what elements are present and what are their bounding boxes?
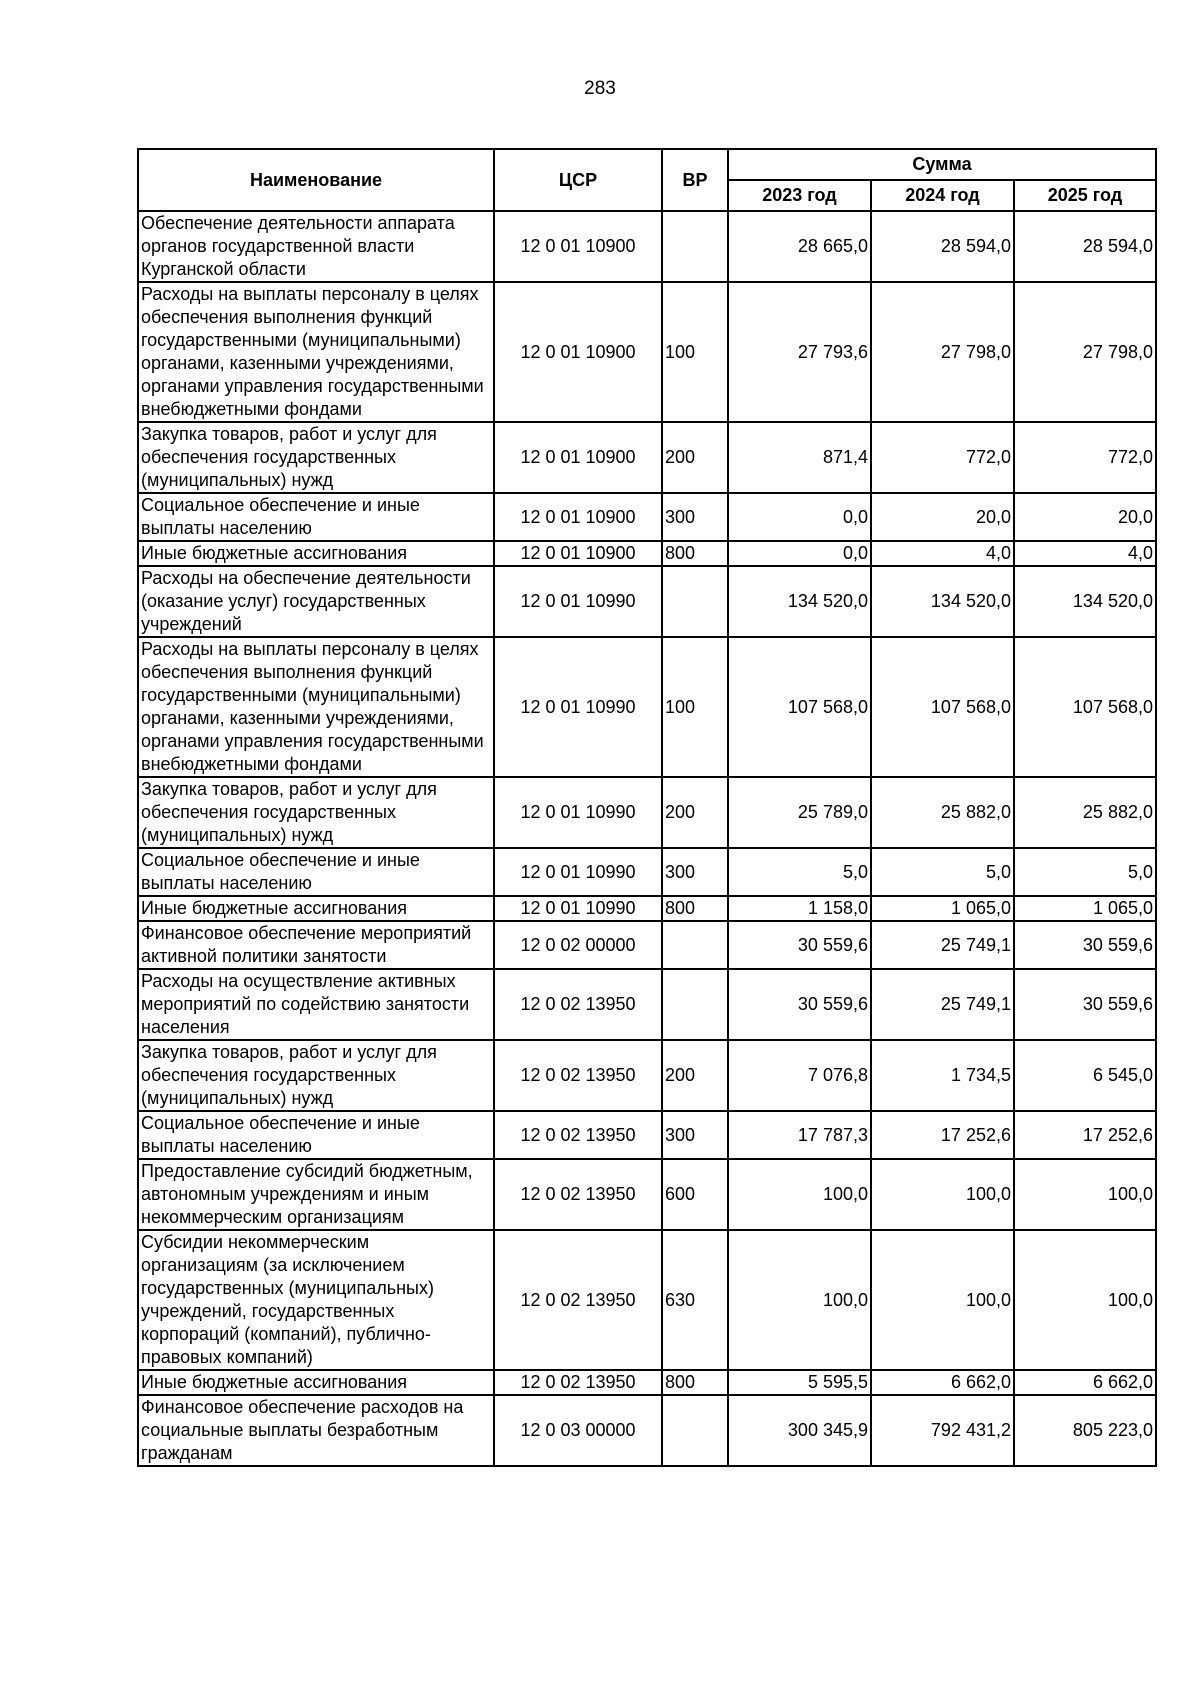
- row-value-2023: 7 076,8: [728, 1040, 871, 1111]
- row-value-2023: 0,0: [728, 541, 871, 566]
- row-name: Расходы на выплаты персоналу в целях обеспечения выполнения функций государственными (муниципальными) органами, казенными учреждениями, органами управления государственными внебюджетными фондами: [138, 637, 494, 777]
- table-row: [138, 1040, 1156, 1111]
- row-value-2025: 100,0: [1014, 1159, 1156, 1230]
- table-row: [138, 777, 1156, 848]
- row-vr: 300: [662, 848, 728, 896]
- table-row: [138, 422, 1156, 493]
- row-csr: 12 0 02 00000: [494, 921, 662, 969]
- row-vr: [662, 969, 728, 1040]
- table-row: [138, 493, 1156, 541]
- row-name: Закупка товаров, работ и услуг для обеспечения государственных (муниципальных) нужд: [138, 1040, 494, 1111]
- table-row: [138, 848, 1156, 896]
- row-vr: [662, 211, 728, 282]
- row-value-2024: 107 568,0: [871, 637, 1014, 777]
- row-csr: 12 0 02 13950: [494, 1230, 662, 1370]
- row-value-2023: 0,0: [728, 493, 871, 541]
- row-csr: 12 0 03 00000: [494, 1395, 662, 1466]
- header-vr: ВР: [662, 149, 728, 211]
- row-value-2023: 1 158,0: [728, 896, 871, 921]
- row-value-2023: 100,0: [728, 1159, 871, 1230]
- row-csr: 12 0 01 10900: [494, 541, 662, 566]
- page-number: 283: [584, 78, 616, 99]
- row-name: Иные бюджетные ассигнования: [138, 541, 494, 566]
- row-vr: 800: [662, 541, 728, 566]
- row-value-2025: 30 559,6: [1014, 969, 1156, 1040]
- header-name: Наименование: [138, 149, 494, 211]
- row-value-2024: 792 431,2: [871, 1395, 1014, 1466]
- header-year-2023: 2023 год: [728, 180, 871, 211]
- row-vr: [662, 921, 728, 969]
- table-row: [138, 1159, 1156, 1230]
- row-value-2023: 300 345,9: [728, 1395, 871, 1466]
- row-value-2024: 5,0: [871, 848, 1014, 896]
- row-value-2023: 25 789,0: [728, 777, 871, 848]
- row-value-2025: 4,0: [1014, 541, 1156, 566]
- row-value-2024: 17 252,6: [871, 1111, 1014, 1159]
- table-row: [138, 566, 1156, 637]
- row-value-2024: 6 662,0: [871, 1370, 1014, 1395]
- header-csr: ЦСР: [494, 149, 662, 211]
- row-name: Иные бюджетные ассигнования: [138, 1370, 494, 1395]
- row-value-2024: 100,0: [871, 1159, 1014, 1230]
- row-value-2024: 20,0: [871, 493, 1014, 541]
- row-value-2024: 25 749,1: [871, 921, 1014, 969]
- row-vr: 630: [662, 1230, 728, 1370]
- row-value-2024: 1 734,5: [871, 1040, 1014, 1111]
- row-value-2023: 5 595,5: [728, 1370, 871, 1395]
- row-vr: 200: [662, 422, 728, 493]
- row-name: Предоставление субсидий бюджетным, автономным учреждениям и иным некоммерческим организациям: [138, 1159, 494, 1230]
- header-year-2025: 2025 год: [1014, 180, 1156, 211]
- row-name: Обеспечение деятельности аппарата органов государственной власти Курганской области: [138, 211, 494, 282]
- row-vr: 800: [662, 1370, 728, 1395]
- row-csr: 12 0 01 10900: [494, 422, 662, 493]
- row-value-2025: 28 594,0: [1014, 211, 1156, 282]
- row-value-2023: 30 559,6: [728, 969, 871, 1040]
- row-csr: 12 0 01 10900: [494, 211, 662, 282]
- row-value-2024: 25 749,1: [871, 969, 1014, 1040]
- table-row: [138, 1395, 1156, 1466]
- row-csr: 12 0 02 13950: [494, 1040, 662, 1111]
- table-row: [138, 969, 1156, 1040]
- row-value-2023: 17 787,3: [728, 1111, 871, 1159]
- row-value-2024: 134 520,0: [871, 566, 1014, 637]
- row-value-2024: 28 594,0: [871, 211, 1014, 282]
- row-csr: 12 0 02 13950: [494, 1370, 662, 1395]
- table-row: [138, 921, 1156, 969]
- table-row: [138, 896, 1156, 921]
- row-vr: 200: [662, 777, 728, 848]
- row-value-2024: 4,0: [871, 541, 1014, 566]
- row-csr: 12 0 02 13950: [494, 1111, 662, 1159]
- row-value-2025: 134 520,0: [1014, 566, 1156, 637]
- row-vr: [662, 1395, 728, 1466]
- row-value-2025: 6 662,0: [1014, 1370, 1156, 1395]
- row-vr: 600: [662, 1159, 728, 1230]
- table-row: [138, 541, 1156, 566]
- row-name: Закупка товаров, работ и услуг для обеспечения государственных (муниципальных) нужд: [138, 422, 494, 493]
- row-vr: 200: [662, 1040, 728, 1111]
- row-value-2025: 5,0: [1014, 848, 1156, 896]
- row-csr: 12 0 01 10990: [494, 777, 662, 848]
- row-value-2023: 5,0: [728, 848, 871, 896]
- row-value-2023: 27 793,6: [728, 282, 871, 422]
- row-name: Социальное обеспечение и иные выплаты населению: [138, 848, 494, 896]
- row-value-2025: 27 798,0: [1014, 282, 1156, 422]
- row-vr: [662, 566, 728, 637]
- row-value-2025: 20,0: [1014, 493, 1156, 541]
- row-name: Субсидии некоммерческим организациям (за исключением государственных (муниципальных) учреждений, государственных корпораций (компаний), публично-правовых компаний): [138, 1230, 494, 1370]
- row-csr: 12 0 01 10900: [494, 282, 662, 422]
- header-sum: Сумма: [728, 149, 1156, 180]
- row-name: Социальное обеспечение и иные выплаты населению: [138, 1111, 494, 1159]
- row-csr: 12 0 02 13950: [494, 969, 662, 1040]
- row-value-2024: 1 065,0: [871, 896, 1014, 921]
- row-value-2023: 28 665,0: [728, 211, 871, 282]
- row-name: Финансовое обеспечение расходов на социальные выплаты безработным гражданам: [138, 1395, 494, 1466]
- row-value-2024: 25 882,0: [871, 777, 1014, 848]
- row-value-2025: 100,0: [1014, 1230, 1156, 1370]
- table-row: [138, 211, 1156, 282]
- row-vr: 100: [662, 282, 728, 422]
- row-value-2023: 100,0: [728, 1230, 871, 1370]
- row-value-2023: 107 568,0: [728, 637, 871, 777]
- row-csr: 12 0 01 10990: [494, 848, 662, 896]
- budget-table: [137, 148, 1157, 1467]
- row-vr: 100: [662, 637, 728, 777]
- table-row: [138, 637, 1156, 777]
- row-value-2023: 30 559,6: [728, 921, 871, 969]
- row-value-2024: 772,0: [871, 422, 1014, 493]
- row-value-2025: 107 568,0: [1014, 637, 1156, 777]
- row-csr: 12 0 01 10900: [494, 493, 662, 541]
- table-row: [138, 1111, 1156, 1159]
- row-value-2024: 100,0: [871, 1230, 1014, 1370]
- row-value-2025: 30 559,6: [1014, 921, 1156, 969]
- table-row: [138, 1370, 1156, 1395]
- row-value-2025: 6 545,0: [1014, 1040, 1156, 1111]
- row-value-2023: 871,4: [728, 422, 871, 493]
- row-name: Социальное обеспечение и иные выплаты населению: [138, 493, 494, 541]
- row-csr: 12 0 01 10990: [494, 896, 662, 921]
- row-name: Закупка товаров, работ и услуг для обеспечения государственных (муниципальных) нужд: [138, 777, 494, 848]
- row-value-2024: 27 798,0: [871, 282, 1014, 422]
- header-year-2024: 2024 год: [871, 180, 1014, 211]
- row-csr: 12 0 01 10990: [494, 637, 662, 777]
- row-vr: 800: [662, 896, 728, 921]
- row-value-2025: 805 223,0: [1014, 1395, 1156, 1466]
- row-value-2025: 772,0: [1014, 422, 1156, 493]
- row-name: Расходы на обеспечение деятельности (оказание услуг) государственных учреждений: [138, 566, 494, 637]
- row-vr: 300: [662, 1111, 728, 1159]
- table-row: [138, 282, 1156, 422]
- row-vr: 300: [662, 493, 728, 541]
- row-name: Расходы на выплаты персоналу в целях обеспечения выполнения функций государственными (муниципальными) органами, казенными учреждениями, органами управления государственными внебюджетными фондами: [138, 282, 494, 422]
- row-name: Иные бюджетные ассигнования: [138, 896, 494, 921]
- row-name: Расходы на осуществление активных мероприятий по содействию занятости населения: [138, 969, 494, 1040]
- row-value-2025: 1 065,0: [1014, 896, 1156, 921]
- row-value-2025: 25 882,0: [1014, 777, 1156, 848]
- row-csr: 12 0 02 13950: [494, 1159, 662, 1230]
- row-value-2025: 17 252,6: [1014, 1111, 1156, 1159]
- table-row: [138, 1230, 1156, 1370]
- row-csr: 12 0 01 10990: [494, 566, 662, 637]
- row-value-2023: 134 520,0: [728, 566, 871, 637]
- row-name: Финансовое обеспечение мероприятий активной политики занятости: [138, 921, 494, 969]
